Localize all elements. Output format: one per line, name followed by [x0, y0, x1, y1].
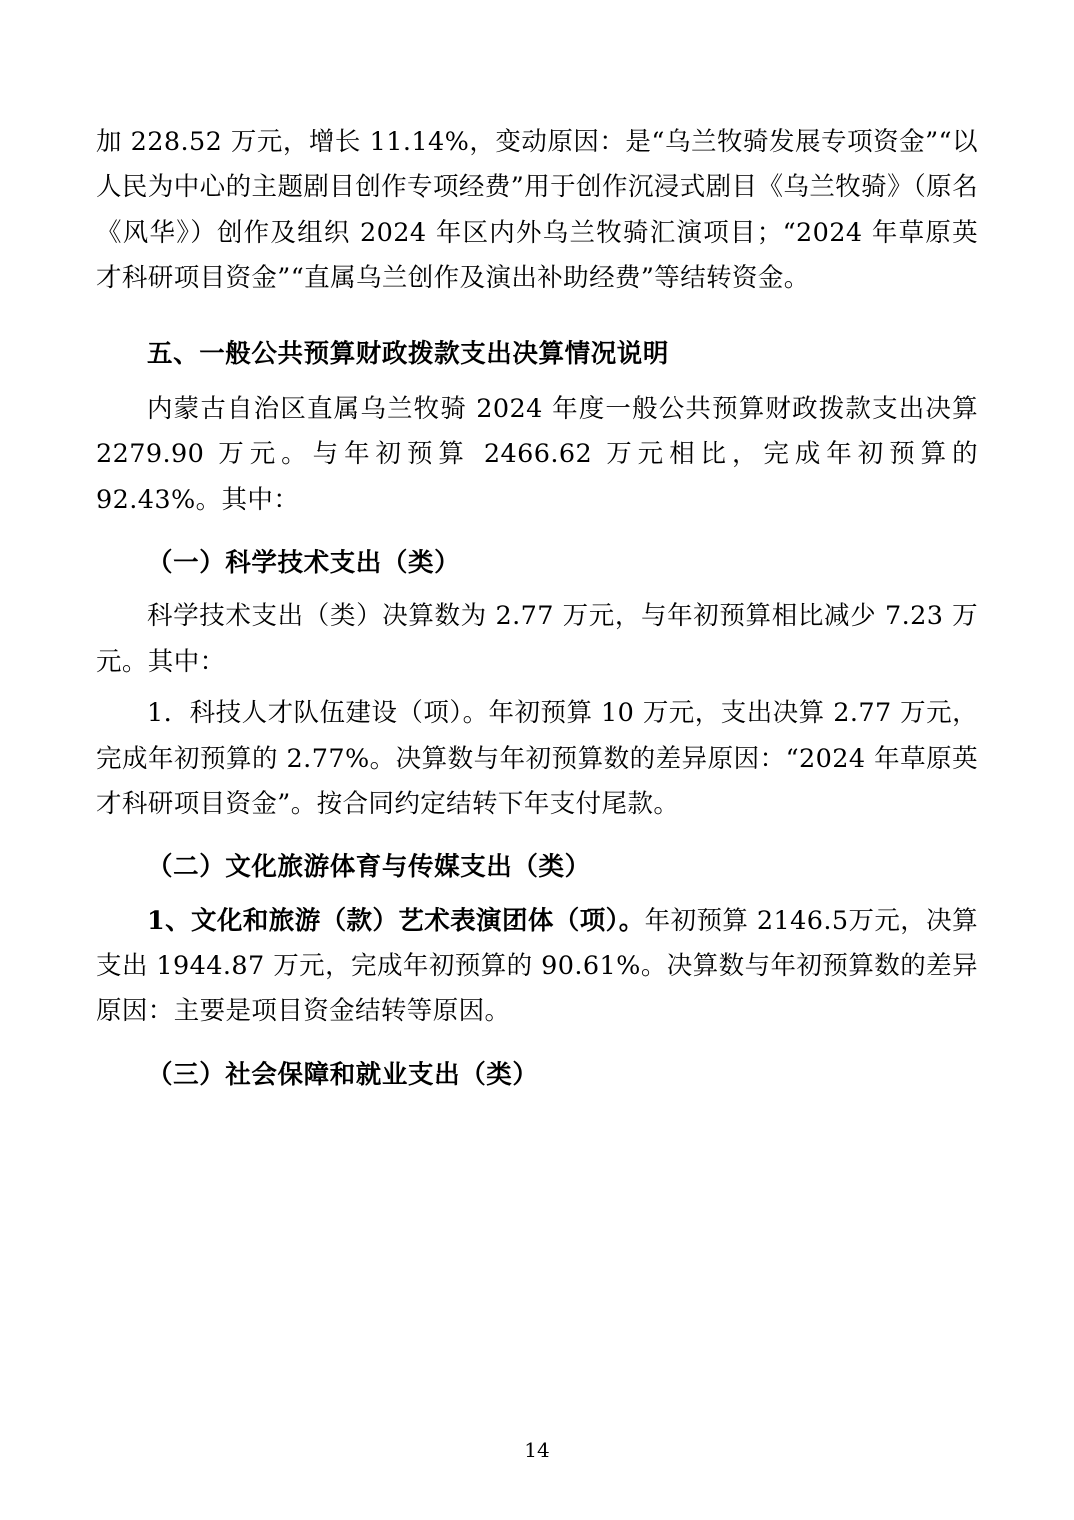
paragraph-science-technology-summary: 科学技术支出（类）决算数为 2.77 万元，与年初预算相比减少 7.23 万元。其中：	[96, 601, 978, 677]
subsection-heading-social-security-employment: （三）社会保障和就业支出（类）	[147, 1059, 539, 1090]
subsection-heading-culture-tourism-sports-media: （二）文化旅游体育与传媒支出（类）	[147, 852, 591, 883]
subsection-heading-science-technology: （一）科学技术支出（类）	[147, 548, 461, 578]
paragraph-talent-team-building: 1．科技人才队伍建设（项）。年初预算 10 万元，支出决算 2.77 万元，完成年初预算的 2.77%。决算数与年初预算数的差异原因：“2024 年草原英才科研项目资金”。按合同约定结转下年支付尾款。	[96, 698, 978, 819]
paragraph-bold-lead: 1、文化和旅游（款）艺术表演团体（项）。	[147, 905, 645, 936]
spacer	[96, 308, 978, 318]
paragraph-carryover-funds: 加 228.52 万元，增长 11.14%，变动原因：是“乌兰牧骑发展专项资金”“以人民为中心的主题剧目创作专项经费”用于创作沉浸式剧目《乌兰牧骑》（原名《风华》）创作及组织 2024 年区内外乌兰牧骑汇演项目；“2024 年草原英才科研项目资金”“直属乌兰创作及演出补助经费”等结转资金。	[96, 127, 978, 294]
section-heading-five: 五、一般公共预算财政拨款支出决算情况说明	[147, 338, 670, 369]
page-number: 14	[524, 1438, 550, 1462]
paragraph-general-budget-expenditure: 内蒙古自治区直属乌兰牧骑 2024 年度一般公共预算财政拨款支出决算 2279.90 万元。与年初预算 2466.62 万元相比，完成年初预算的 92.43%。其中：	[96, 393, 978, 515]
paragraph-arts-performance-group: 1、文化和旅游（款）艺术表演团体（项）。年初预算 2146.5万元，决算支出 1944.87 万元，完成年初预算的 90.61%。决算数与年初预算数的差异原因：主要是项目资金结转等原因。	[96, 905, 978, 1027]
